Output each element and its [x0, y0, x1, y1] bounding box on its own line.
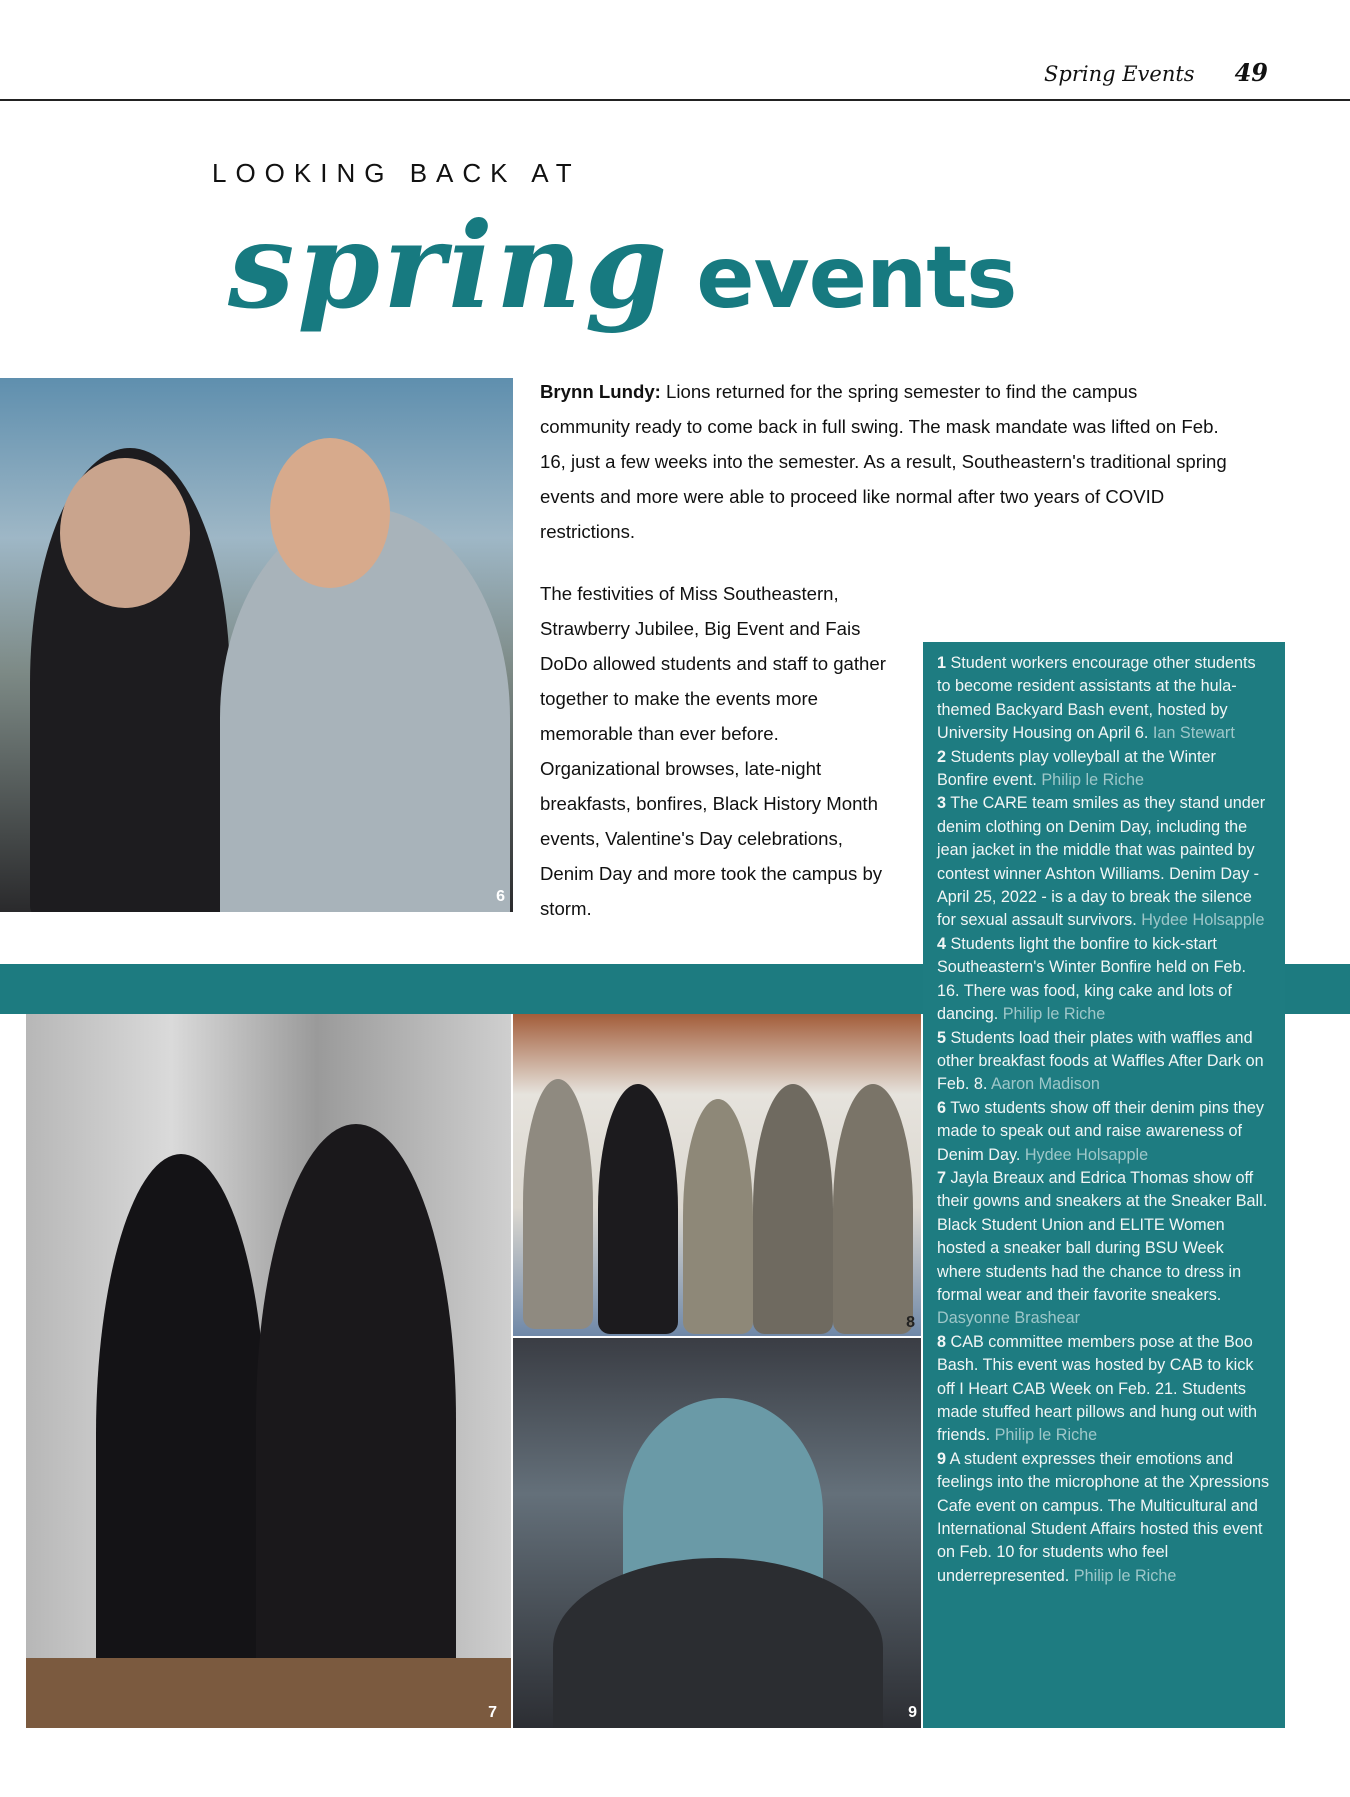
photo-sneaker-ball: [26, 1014, 511, 1728]
photo-figure: [598, 1084, 678, 1334]
photo-figure: [96, 1154, 266, 1714]
caption-number: 6: [937, 1098, 947, 1117]
caption-text: The CARE team smiles as they stand under denim clothing on Denim Day, including the jean jacket in the middle that was painted by contest winner Ashton Williams. Denim Day - April 25, 2022 - is a day to break the silence for sexual assault survivors.: [937, 794, 1266, 930]
caption-number: 2: [937, 747, 947, 766]
caption-text: CAB committee members pose at the Boo Bash. This event was hosted by CAB to kick off I Heart CAB Week on Feb. 21. Students made stuffed heart pillows and hung out with friends.: [937, 1332, 1258, 1445]
photo-figure: [523, 1079, 593, 1329]
photo-credit: Philip le Riche: [990, 1426, 1098, 1445]
caption: [937, 652, 1271, 746]
caption-text: Students light the bonfire to kick-start Southeastern's Winter Bonfire held on Feb. 16. There was food, king cake and lots of dancing.: [937, 934, 1247, 1024]
photo-figure: [753, 1084, 833, 1334]
photo-number: 9: [908, 1704, 917, 1721]
title-sans-word: events: [696, 228, 1017, 328]
caption: [937, 1167, 1271, 1331]
photo-credit: Ian Stewart: [1148, 724, 1235, 743]
photo-figure: [553, 1558, 883, 1728]
photo-credit: Philip le Riche: [1036, 771, 1144, 790]
caption: [937, 1097, 1271, 1167]
photo-credit: Philip le Riche: [1069, 1566, 1177, 1585]
caption: [937, 1331, 1271, 1448]
page-number: 49: [1234, 58, 1268, 87]
photo-denim-pins: [0, 378, 513, 912]
section-title: Spring Events: [1044, 62, 1195, 86]
caption-number: 5: [937, 1028, 947, 1047]
caption-text: A student expresses their emotions and feelings into the microphone at the Xpressions Cafe event on campus. The Multicultural and International Student Affairs hosted this event on Feb. 10 for students who feel underrepresented.: [937, 1449, 1270, 1585]
caption-text: Student workers encourage other students to become resident assistants at the hula-themed Backyard Bash event, hosted by University Housing on April 6.: [937, 654, 1256, 743]
photo-figure: [256, 1124, 456, 1714]
photo-number: 6: [496, 888, 505, 905]
caption-number: 7: [937, 1168, 947, 1187]
caption-number: 3: [937, 794, 947, 813]
photo-credit: Hydee Holsapple: [1136, 911, 1265, 930]
title-script-word: spring: [228, 196, 671, 335]
photo-figure: [833, 1084, 913, 1334]
photo-boo-bash: [513, 1014, 921, 1336]
caption-number: 8: [937, 1332, 947, 1351]
intro-paragraph: [540, 374, 1230, 549]
byline: Brynn Lundy:: [540, 381, 661, 402]
photo-number: 7: [488, 1704, 497, 1721]
caption-text: Students load their plates with waffles and other breakfast foods at Waffles After Dark on Feb. 8.: [937, 1028, 1264, 1094]
photo-credit: Philip le Riche: [998, 1005, 1106, 1024]
photo-figure: [683, 1099, 753, 1334]
caption: [937, 1027, 1271, 1097]
caption-number: 4: [937, 934, 947, 953]
caption-number: 9: [937, 1449, 947, 1468]
caption-box: [923, 642, 1285, 1728]
caption-number: 1: [937, 654, 947, 672]
photo-floor: [26, 1658, 511, 1728]
caption-text: Two students show off their denim pins they made to speak out and raise awareness of Denim Day.: [937, 1098, 1264, 1164]
intro-text: Lions returned for the spring semester to find the campus community ready to come back in full swing. The mask mandate was lifted on Feb. 16, just a few weeks into the semester. As a result, Southeastern's traditional spring events and more were able to proceed like normal after two years of COVID restrictions.: [540, 381, 1227, 542]
page-title: [228, 196, 1017, 335]
caption: [937, 746, 1271, 793]
photo-credit: Aaron Madison: [987, 1075, 1100, 1094]
caption: [937, 933, 1271, 1027]
photo-figure: [60, 458, 190, 608]
header-rule: [0, 99, 1350, 101]
caption: [937, 1448, 1271, 1588]
caption: [937, 792, 1271, 932]
running-head: [1044, 58, 1268, 87]
photo-figure: [270, 438, 390, 588]
title-kicker: LOOKING BACK AT: [212, 158, 581, 188]
photo-credit: Dasyonne Brashear: [937, 1309, 1081, 1328]
photo-xpressions-cafe: [513, 1338, 921, 1728]
photo-credit: Hydee Holsapple: [1020, 1145, 1149, 1164]
caption-text: Jayla Breaux and Edrica Thomas show off their gowns and sneakers at the Sneaker Ball. Black Student Union and ELITE Women hosted a sneaker ball during BSU Week where students had the chance to dress in formal wear and their favorite sneakers.: [937, 1168, 1268, 1304]
caption-text: Students play volleyball at the Winter Bonfire event.: [937, 747, 1216, 790]
body-paragraph: The festivities of Miss Southeastern, Strawberry Jubilee, Big Event and Fais DoDo allowed students and staff to gather together to make the events more memorable than ever before. Organizational browses, late-night breakfasts, bonfires, Black History Month events, Valentine's Day celebrations, Denim Day and more took the campus by storm.: [540, 583, 886, 919]
photo-number: 8: [906, 1314, 915, 1331]
